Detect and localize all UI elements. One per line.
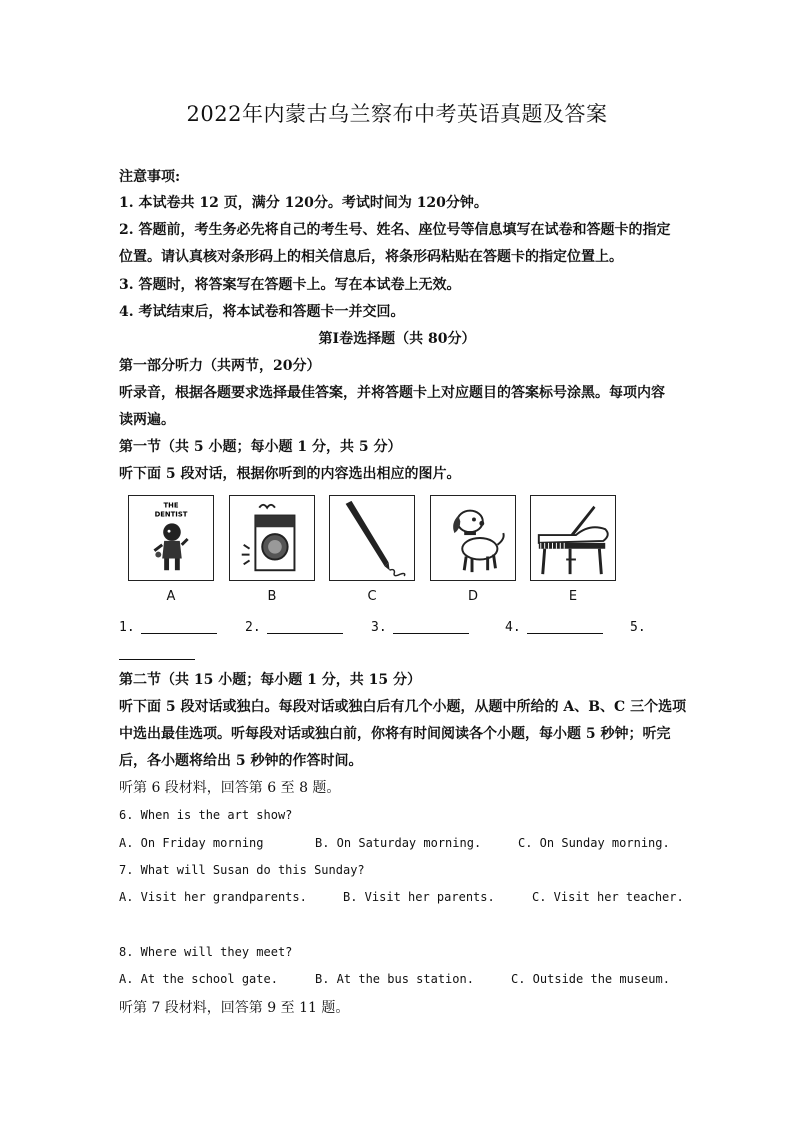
blank-label: 3. — [371, 620, 387, 635]
picture-label: C — [367, 589, 377, 604]
section-b-instruction: 听下面 5 段对话或独白。每段对话或独白后有几个小题，从题中所给的 A、B、C 三个选项 — [119, 699, 687, 715]
section-b-title: 第二节（共 15 小题；每小题 1 分，共 15 分） — [119, 672, 421, 688]
picture-c — [329, 495, 415, 581]
section-a-instruction: 听下面 5 段对话，根据你听到的内容选出相应的图片。 — [119, 466, 461, 482]
picture-label: E — [568, 589, 578, 604]
dentist-caption: THE — [163, 501, 179, 510]
option-c: C. On Sunday morning. — [518, 836, 670, 850]
part-title: 第一部分听力（共两节，20分） — [119, 358, 321, 374]
option-a: A. At the school gate. — [119, 972, 278, 986]
answer-blank[interactable] — [141, 633, 217, 634]
picture-d — [430, 495, 516, 581]
material-note: 听第 7 段材料，回答第 9 至 11 题。 — [119, 1000, 350, 1016]
svg-text:DENTIST: DENTIST — [154, 510, 188, 519]
blank-label: 2. — [245, 620, 261, 635]
option-a: A. On Friday morning — [119, 836, 264, 850]
notice-item: 4. 考试结束后，将本试卷和答题卡一并交回。 — [119, 304, 405, 320]
washing-machine-icon — [230, 496, 314, 580]
answer-blank[interactable] — [267, 633, 343, 634]
notice-item: 2. 答题前，考生务必先将自己的考生号、姓名、座位号等信息填写在试卷和答题卡的指定 — [119, 222, 671, 238]
option-c: C. Visit her teacher. — [532, 890, 684, 904]
dentist-icon — [129, 496, 213, 580]
option-b: B. Visit her parents. — [343, 890, 495, 904]
section-title: 第Ⅰ卷选择题（共 80分） — [318, 331, 476, 347]
option-b: B. At the bus station. — [315, 972, 474, 986]
notice-item: 3. 答题时，将答案写在答题卡上。写在本试卷上无效。 — [119, 277, 461, 293]
answer-blank[interactable] — [393, 633, 469, 634]
notice-heading: 注意事项: — [119, 169, 181, 185]
blank-label: 5. — [630, 620, 646, 635]
picture-label: D — [467, 589, 478, 604]
question: 7. What will Susan do this Sunday? — [119, 863, 365, 877]
section-a-title: 第一节（共 5 小题；每小题 1 分，共 5 分） — [119, 439, 402, 455]
question: 8. Where will they meet? — [119, 945, 293, 959]
picture-label: A — [166, 589, 176, 604]
notice-item: 1. 本试卷共 12 页，满分 120分。考试时间为 120分钟。 — [119, 195, 488, 211]
section-b-instruction: 中选出最佳选项。听每段对话或独白前，你将有时间阅读各个小题，每小题 5 秒钟；听完 — [119, 726, 671, 742]
picture-label: B — [267, 589, 277, 604]
material-note: 听第 6 段材料，回答第 6 至 8 题。 — [119, 780, 341, 796]
question: 6. When is the art show? — [119, 808, 293, 822]
pen-icon — [330, 496, 414, 580]
picture-e — [530, 495, 616, 581]
blank-label: 1. — [119, 620, 135, 635]
picture-b — [229, 495, 315, 581]
page-title: 2022年内蒙古乌兰察布中考英语真题及答案 — [186, 102, 608, 126]
part-instruction: 读两遍。 — [119, 412, 175, 428]
blank-label: 4. — [505, 620, 521, 635]
option-a: A. Visit her grandparents. — [119, 890, 307, 904]
answer-blank[interactable] — [527, 633, 603, 634]
piano-icon — [531, 496, 615, 580]
part-instruction: 听录音，根据各题要求选择最佳答案，并将答题卡上对应题目的答案标号涂黑。每项内容 — [119, 385, 665, 401]
answer-blank[interactable] — [119, 659, 195, 660]
dog-icon — [431, 496, 515, 580]
option-c: C. Outside the museum. — [511, 972, 670, 986]
option-b: B. On Saturday morning. — [315, 836, 482, 850]
picture-a — [128, 495, 214, 581]
section-b-instruction: 后，各小题将给出 5 秒钟的作答时间。 — [119, 753, 363, 769]
notice-item: 位置。请认真核对条形码上的相关信息后，将条形码粘贴在答题卡的指定位置上。 — [119, 249, 623, 265]
